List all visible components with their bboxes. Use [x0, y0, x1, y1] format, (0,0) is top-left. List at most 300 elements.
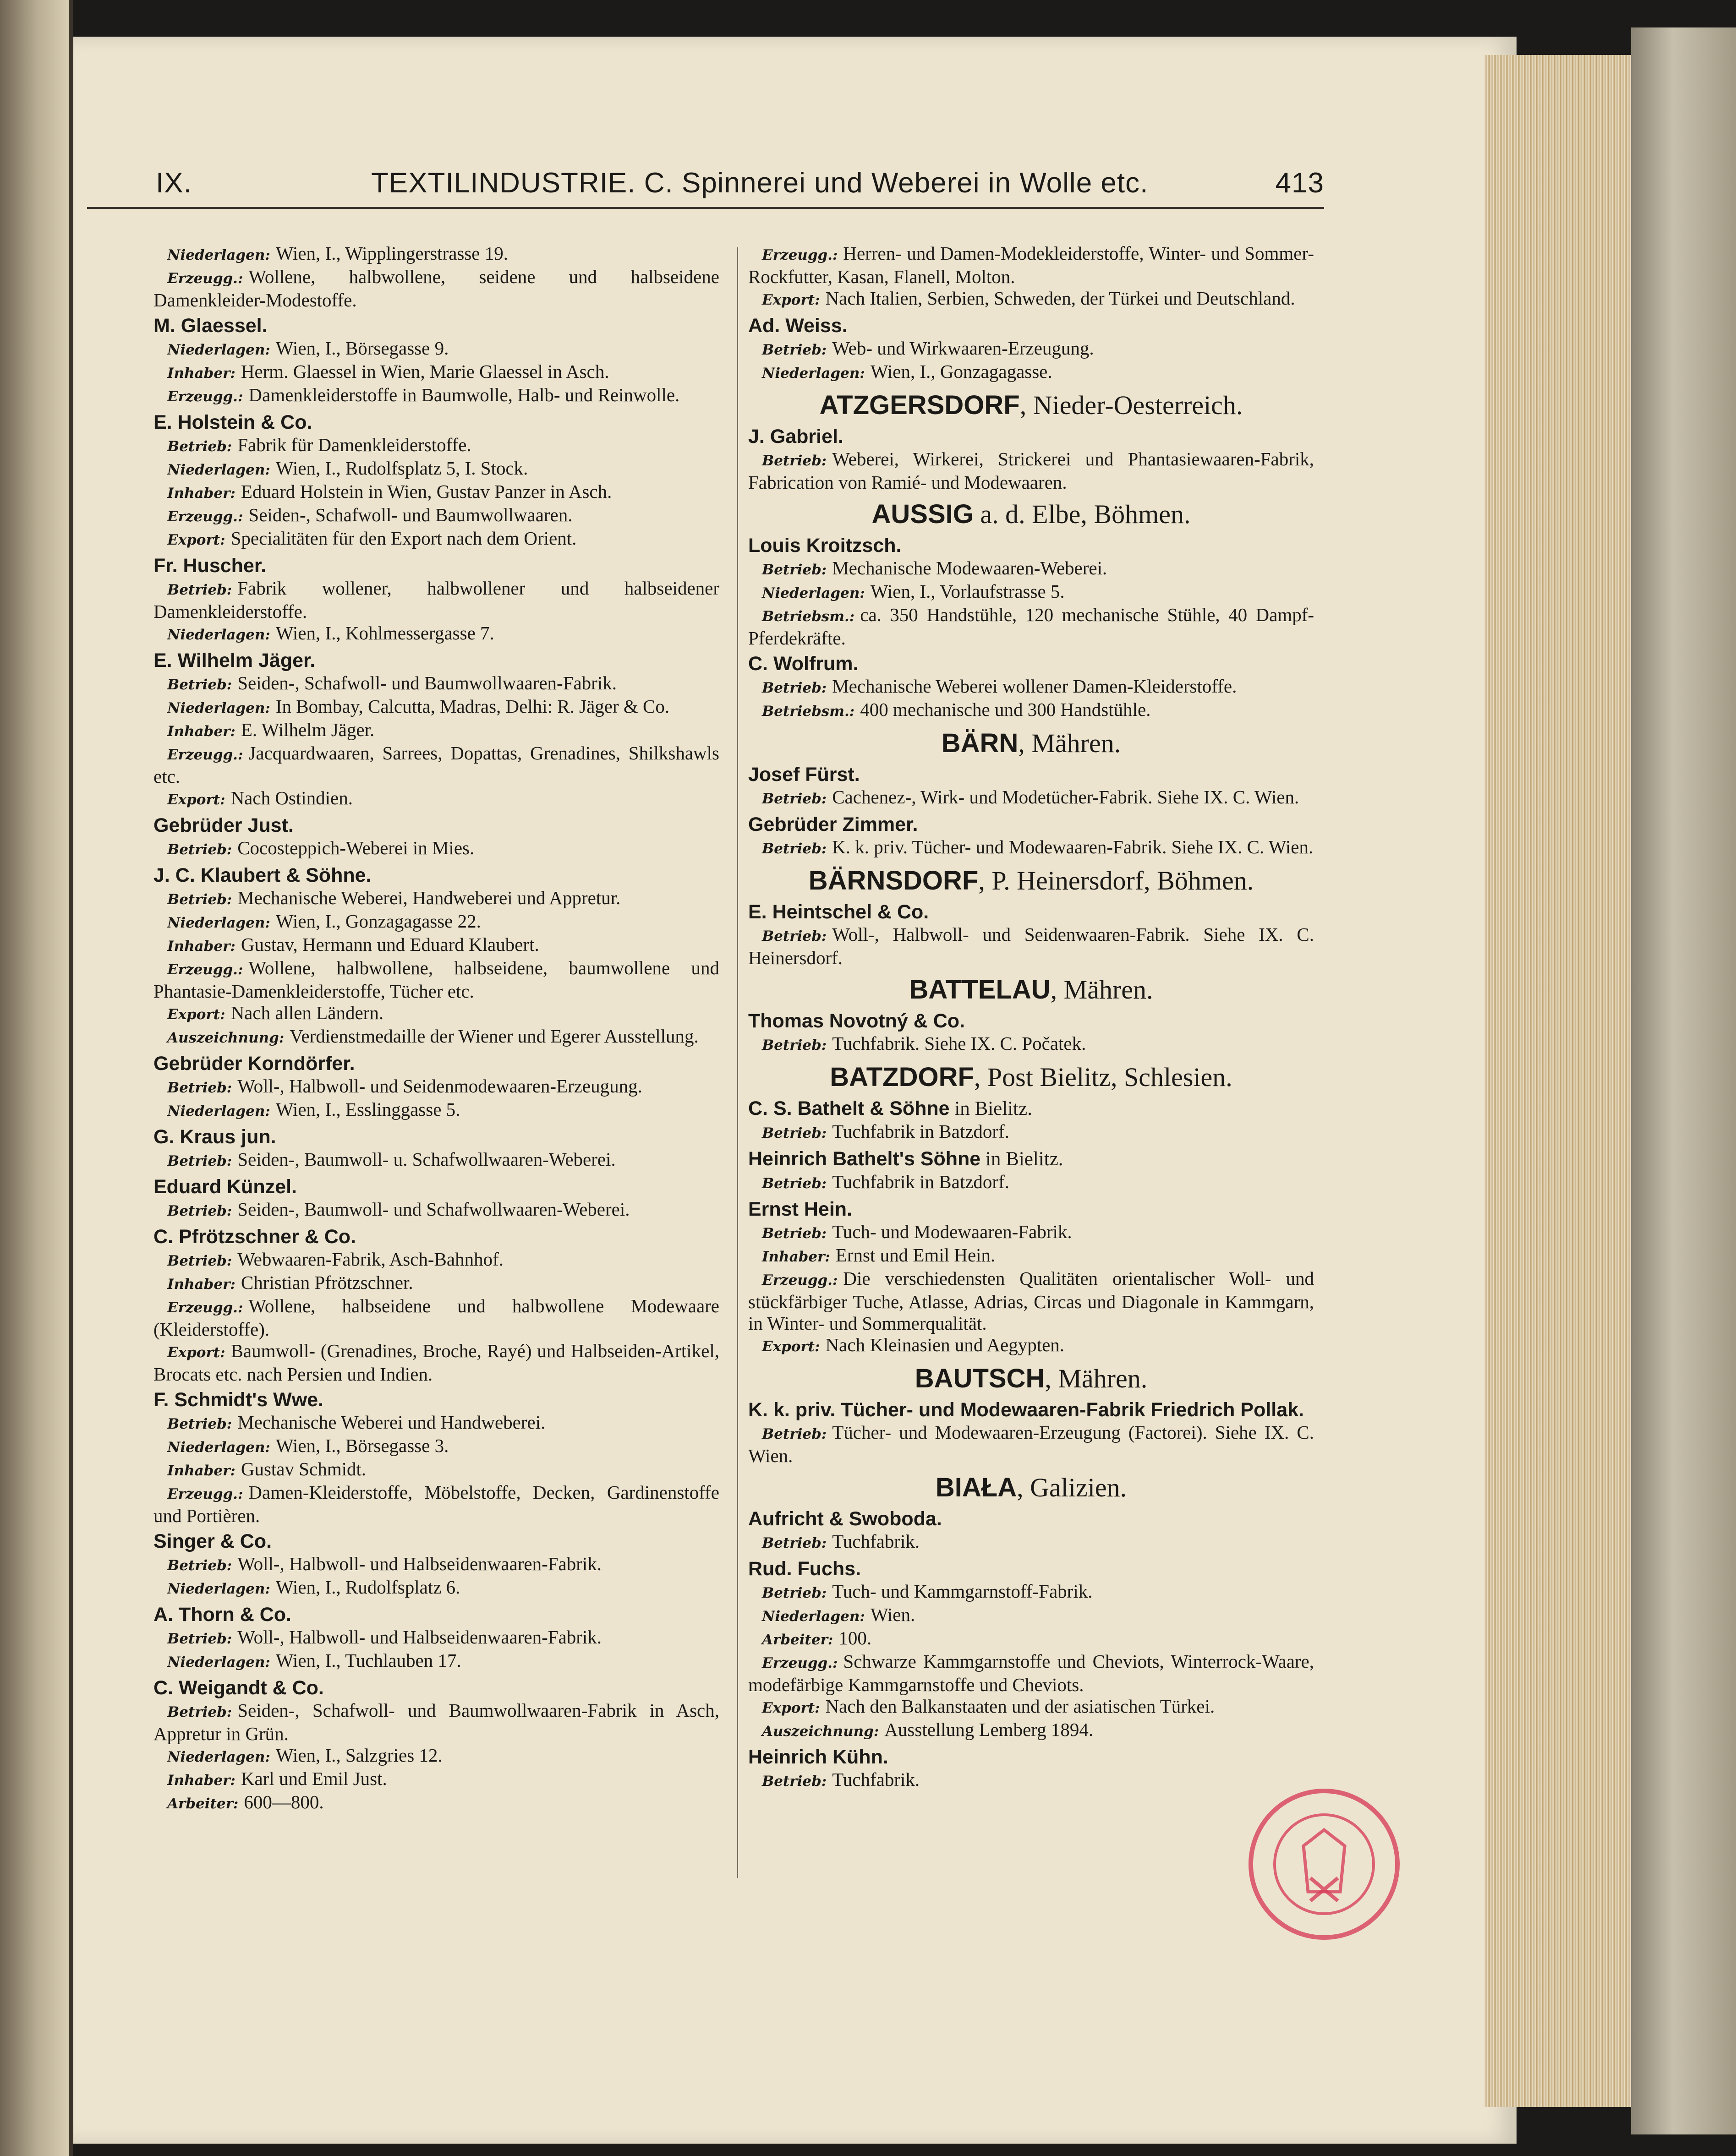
- directory-entry: [153, 1529, 719, 1600]
- company-name: [153, 1225, 719, 1249]
- entry-label: Betrieb:: [167, 1203, 232, 1219]
- entry-label: Export:: [762, 292, 820, 308]
- entry-line: [748, 1627, 1314, 1651]
- entry-text: Woll-, Halbwoll- und Seidenwaaren-Fabrik. Siehe IX. C. Heinersdorf.: [748, 924, 1314, 968]
- entry-text: 400 mechanische und 300 Handstühle.: [860, 699, 1151, 720]
- entry-line: [748, 1121, 1314, 1144]
- company-name-text: K. k. priv. Tücher- und Modewaaren-Fabrik Friedrich Pollak.: [748, 1399, 1304, 1421]
- entry-text: Christian Pfrötzschner.: [241, 1272, 413, 1293]
- company-name-text: Gebrüder Zimmer.: [748, 813, 918, 835]
- archive-stamp: [1246, 1786, 1402, 1942]
- company-name: [153, 649, 719, 672]
- entry-label: Betrieb:: [167, 1631, 232, 1647]
- company-name-text: Fr. Huscher.: [153, 555, 267, 577]
- entry-text: E. Wilhelm Jäger.: [241, 719, 375, 740]
- company-name: [153, 1175, 719, 1199]
- directory-entry: [748, 1362, 1314, 1395]
- entry-line: [748, 1651, 1314, 1696]
- company-name-text: Singer & Co.: [153, 1530, 272, 1552]
- company-name: [748, 314, 1314, 338]
- entry-text: Jacquardwaaren, Sarrees, Dopattas, Grenadines, Shilkshawls etc.: [153, 742, 719, 787]
- entry-line: [748, 361, 1314, 384]
- company-name: [153, 554, 719, 578]
- entry-text: Wollene, halbwollene, seidene und halbseidene Damenkleider-Modestoffe.: [153, 266, 719, 311]
- entry-line: [153, 1650, 719, 1673]
- entry-label: Inhaber:: [167, 1276, 235, 1293]
- entry-line: [153, 911, 719, 934]
- entry-label: Betrieb:: [762, 1037, 827, 1053]
- town-heading: [748, 1061, 1314, 1094]
- entry-line: [153, 1002, 719, 1026]
- entry-line: [748, 1696, 1314, 1719]
- entry-label: Betrieb:: [762, 1426, 827, 1442]
- directory-entry: [153, 1225, 719, 1385]
- entry-label: Inhaber:: [167, 938, 235, 955]
- company-name-text: E. Wilhelm Jäger.: [153, 650, 316, 671]
- entry-label: Betrieb:: [762, 1773, 827, 1790]
- entry-text: Verdienstmedaille der Wiener und Egerer Ausstellung.: [290, 1026, 699, 1047]
- entry-text: Woll-, Halbwoll- und Halbseidenwaaren-Fabrik.: [237, 1553, 602, 1574]
- town-region: a. d. Elbe, Böhmen.: [973, 499, 1191, 529]
- entry-label: Betrieb:: [167, 582, 232, 598]
- entry-line: [153, 719, 719, 742]
- entry-label: Erzeugg.:: [762, 1655, 838, 1671]
- entry-label: Betrieb:: [762, 342, 827, 358]
- entry-text: Tuchfabrik. Siehe IX. C. Počatek.: [832, 1033, 1086, 1054]
- entry-line: [748, 1033, 1314, 1056]
- entry-label: Export:: [167, 532, 225, 548]
- directory-entry: [153, 243, 719, 311]
- company-name-text: C. S. Bathelt & Söhne: [748, 1097, 950, 1119]
- entry-line: [153, 1199, 719, 1222]
- company-name-text: Thomas Novotný & Co.: [748, 1010, 965, 1032]
- company-name: [153, 863, 719, 887]
- company-name: [748, 652, 1314, 676]
- left-page-edge: [0, 0, 73, 2156]
- entry-text: Tuchfabrik.: [832, 1769, 920, 1790]
- directory-entry: [153, 1175, 719, 1222]
- directory-entry: [748, 1471, 1314, 1504]
- company-name-text: Heinrich Kühn.: [748, 1746, 888, 1768]
- entry-text: Ausstellung Lemberg 1894.: [884, 1719, 1094, 1740]
- entry-label: Export:: [762, 1338, 820, 1355]
- entry-line: [153, 361, 719, 384]
- entry-text: Woll-, Halbwoll- und Halbseidenwaaren-Fabrik.: [237, 1627, 602, 1648]
- entry-line: [748, 1422, 1314, 1467]
- company-name-text: Heinrich Bathelt's Söhne: [748, 1148, 981, 1170]
- entry-label: Niederlagen:: [167, 342, 270, 358]
- company-name-text: G. Kraus jun.: [153, 1126, 276, 1148]
- town-name: BÄRN: [941, 728, 1019, 758]
- entry-text: Wien, I., Tuchlauben 17.: [275, 1650, 461, 1671]
- town-name: BAUTSCH: [915, 1364, 1045, 1393]
- entry-label: Erzeugg.:: [167, 270, 243, 287]
- entry-text: Gustav Schmidt.: [241, 1458, 367, 1479]
- entry-line: [748, 924, 1314, 969]
- entry-text: Tuchfabrik.: [832, 1531, 920, 1552]
- entry-line: [748, 1244, 1314, 1268]
- company-name-text: M. Glaessel.: [153, 315, 268, 337]
- entry-line: [748, 288, 1314, 311]
- entry-label: Betrieb:: [167, 841, 232, 858]
- company-name-text: C. Weigandt & Co.: [153, 1677, 324, 1699]
- entry-text: Tücher- und Modewaaren-Erzeugung (Factorei). Siehe IX. C. Wien.: [748, 1422, 1314, 1466]
- entry-text: Wien, I., Wipplingerstrasse 19.: [275, 243, 509, 264]
- town-heading: [748, 1471, 1314, 1504]
- entry-line: [153, 266, 719, 311]
- directory-entry: [748, 1507, 1314, 1554]
- entry-line: [153, 243, 719, 266]
- company-name-text: Ad. Weiss.: [748, 315, 848, 337]
- entry-text: Wien, I., Kohlmessergasse 7.: [275, 622, 494, 644]
- town-heading: [748, 1362, 1314, 1395]
- entry-label: Betrieb:: [167, 1557, 232, 1574]
- directory-entry: [748, 652, 1314, 722]
- header-title: TEXTILINDUSTRIE. C. Spinnerei und Weberei in Wolle etc.: [371, 167, 1149, 199]
- directory-entry: [748, 314, 1314, 384]
- entry-text: Seiden-, Baumwoll- u. Schafwollwaaren-Weberei.: [237, 1149, 616, 1170]
- directory-entry: [748, 1061, 1314, 1094]
- entry-text: Herren- und Damen-Modekleiderstoffe, Winter- und Sommer-Rockfutter, Kasan, Flanell, Molton.: [748, 243, 1314, 287]
- column-divider: [737, 247, 738, 1878]
- entry-text: Web- und Wirkwaaren-Erzeugung.: [832, 338, 1094, 359]
- entry-label: Inhaber:: [762, 1249, 830, 1265]
- directory-entry: [153, 1676, 719, 1815]
- entry-text: Seiden-, Schafwoll- und Baumwollwaaren-Fabrik.: [237, 672, 617, 693]
- entry-label: Erzeugg.:: [167, 747, 243, 763]
- entry-line: [748, 1604, 1314, 1627]
- entry-line: [748, 1531, 1314, 1554]
- company-name: [153, 1052, 719, 1075]
- town-region: , P. Heinersdorf, Böhmen.: [978, 866, 1254, 895]
- entry-line: [153, 1099, 719, 1122]
- entry-text: Mechanische Weberei und Handweberei.: [237, 1412, 546, 1433]
- entry-label: Betrieb:: [762, 1125, 827, 1141]
- entry-line: [153, 578, 719, 622]
- town-heading: [748, 727, 1314, 760]
- entry-line: [748, 1719, 1314, 1742]
- entry-line: [748, 448, 1314, 493]
- entry-label: Niederlagen:: [167, 1749, 270, 1765]
- entry-text: Nach allen Ländern.: [230, 1002, 384, 1023]
- entry-text: Wollene, halbseidene und halbwollene Modewaare (Kleiderstoffe).: [153, 1295, 719, 1340]
- entry-text: Webwaaren-Fabrik, Asch-Bahnhof.: [237, 1249, 504, 1270]
- entry-label: Erzeugg.:: [762, 247, 838, 263]
- company-name: [748, 1097, 1314, 1121]
- directory-entry: [748, 900, 1314, 969]
- town-region: , Mähren.: [1045, 1364, 1148, 1393]
- entry-text: Wien, I., Börsegasse 3.: [275, 1435, 449, 1456]
- entry-label: Niederlagen:: [167, 1103, 270, 1119]
- entry-line: [153, 528, 719, 551]
- entry-line: [748, 1581, 1314, 1604]
- company-name: [153, 1529, 719, 1553]
- entry-label: Niederlagen:: [167, 1654, 270, 1670]
- entry-text: Wien, I., Salzgries 12.: [275, 1745, 443, 1766]
- company-name-text: J. C. Klaubert & Söhne.: [153, 864, 372, 886]
- entry-line: [153, 1482, 719, 1527]
- entry-text: 100.: [838, 1627, 872, 1648]
- entry-line: [153, 1075, 719, 1099]
- entry-label: Betrieb:: [762, 453, 827, 469]
- entry-text: Fabrik für Damenkleiderstoffe.: [237, 434, 471, 455]
- company-name: [748, 1197, 1314, 1221]
- entry-text: In Bombay, Calcutta, Madras, Delhi: R. Jäger & Co.: [275, 696, 670, 717]
- entry-label: Erzeugg.:: [167, 961, 243, 978]
- entry-label: Inhaber:: [167, 723, 235, 740]
- entry-line: [153, 338, 719, 361]
- entry-label: Niederlagen:: [762, 585, 865, 601]
- entry-label: Export:: [167, 1344, 225, 1361]
- entry-label: Erzeugg.:: [167, 1299, 243, 1316]
- town-heading: [748, 498, 1314, 531]
- entry-text: Woll-, Halbwoll- und Seidenmodewaaren-Erzeugung.: [237, 1075, 642, 1097]
- town-heading: [748, 389, 1314, 422]
- entry-text: Wien, I., Vorlaufstrasse 5.: [870, 581, 1065, 602]
- directory-entry: [748, 1398, 1314, 1467]
- entry-text: Weberei, Wirkerei, Strickerei und Phantasiewaaren-Fabrik, Fabrication von Ramié- und Modewaaren.: [748, 448, 1314, 493]
- entry-label: Inhaber:: [167, 1772, 235, 1789]
- entry-label: Arbeiter:: [762, 1632, 833, 1648]
- right-column: [748, 243, 1314, 1792]
- entry-text: Baumwoll- (Grenadines, Broche, Rayé) und Halbseiden-Artikel, Brocats etc. nach Persien und Indien.: [153, 1340, 719, 1385]
- town-name: ATZGERSDORF: [819, 390, 1020, 420]
- entry-text: Nach Italien, Serbien, Schweden, der Türkei und Deutschland.: [825, 288, 1295, 309]
- entry-text: Tuch- und Modewaaren-Fabrik.: [832, 1221, 1072, 1242]
- company-name: [748, 1009, 1314, 1033]
- entry-text: Mechanische Weberei, Handweberei und Appretur.: [237, 887, 621, 908]
- company-name-text: Gebrüder Just.: [153, 814, 294, 836]
- entry-label: Betrieb:: [762, 928, 827, 944]
- entry-text: Seiden-, Baumwoll- und Schafwollwaaren-Weberei.: [237, 1199, 630, 1220]
- company-name-text: Ernst Hein.: [748, 1198, 852, 1220]
- entry-line: [748, 676, 1314, 699]
- entry-line: [153, 1340, 719, 1385]
- entry-text: Nach den Balkanstaaten und der asiatischen Türkei.: [825, 1696, 1215, 1717]
- company-name-text: Gebrüder Korndörfer.: [153, 1053, 355, 1075]
- entry-text: K. k. priv. Tücher- und Modewaaren-Fabrik. Siehe IX. C. Wien.: [832, 836, 1314, 857]
- directory-entry: [153, 1125, 719, 1172]
- entry-text: Wien, I., Gonzagagasse.: [870, 361, 1052, 382]
- entry-line: [153, 957, 719, 1002]
- town-region: , Mähren.: [1050, 975, 1153, 1004]
- entry-label: Niederlagen:: [762, 365, 865, 382]
- company-name: [748, 425, 1314, 448]
- entry-label: Auszeichnung:: [167, 1030, 285, 1046]
- entry-text: ca. 350 Handstühle, 120 mechanische Stühle, 40 Dampf-Pferdekräfte.: [748, 604, 1314, 649]
- entry-label: Betrieb:: [167, 1253, 232, 1269]
- entry-label: Betrieb:: [762, 1585, 827, 1601]
- entry-line: [153, 696, 719, 719]
- entry-label: Betrieb:: [167, 1153, 232, 1169]
- directory-entry: [748, 498, 1314, 531]
- page-number: 413: [1275, 167, 1324, 199]
- company-name-text: C. Wolfrum.: [748, 653, 859, 675]
- entry-label: Niederlagen:: [167, 247, 270, 263]
- directory-entry: [748, 864, 1314, 897]
- entry-label: Niederlagen:: [167, 627, 270, 643]
- entry-line: [153, 837, 719, 861]
- entry-label: Niederlagen:: [167, 1581, 270, 1597]
- directory-entry: [748, 973, 1314, 1006]
- entry-line: [153, 1249, 719, 1272]
- directory-entry: [748, 1147, 1314, 1195]
- entry-line: [153, 1791, 719, 1815]
- entry-text: Wien, I., Rudolfsplatz 5, I. Stock.: [275, 458, 528, 479]
- entry-line: [748, 1334, 1314, 1358]
- town-heading: [748, 864, 1314, 897]
- entry-label: Niederlagen:: [167, 1439, 270, 1456]
- town-region: , Galizien.: [1017, 1473, 1127, 1502]
- entry-line: [748, 338, 1314, 361]
- entry-text: Wien, I., Börsegasse 9.: [275, 338, 449, 359]
- company-name: [748, 813, 1314, 836]
- town-name: BATZDORF: [830, 1062, 974, 1092]
- directory-entry: [153, 649, 719, 811]
- entry-label: Inhaber:: [167, 1463, 235, 1479]
- company-name: [153, 410, 719, 434]
- directory-entry: [153, 863, 719, 1049]
- town-name: BÄRNSDORF: [808, 866, 979, 895]
- town-region: , Post Bielitz, Schlesien.: [974, 1062, 1232, 1092]
- entry-text: Seiden-, Schafwoll- und Baumwollwaaren.: [248, 504, 573, 525]
- company-name-text: Aufricht & Swoboda.: [748, 1508, 942, 1530]
- entry-label: Auszeichnung:: [762, 1723, 879, 1740]
- company-name: [153, 1388, 719, 1412]
- entry-label: Betrieb:: [762, 841, 827, 857]
- entry-text: Wien, I., Gonzagagasse 22.: [275, 911, 481, 932]
- entry-line: [153, 934, 719, 957]
- entry-text: Fabrik wollener, halbwollener und halbseidener Damenkleiderstoffe.: [153, 578, 719, 622]
- entry-text: Tuch- und Kammgarnstoff-Fabrik.: [832, 1581, 1093, 1602]
- directory-entry: [748, 1009, 1314, 1056]
- entry-line: [153, 1412, 719, 1435]
- entry-line: [153, 1700, 719, 1745]
- entry-text: Gustav, Hermann und Eduard Klaubert.: [241, 934, 539, 955]
- entry-label: Betrieb:: [762, 562, 827, 578]
- company-name: [748, 1507, 1314, 1531]
- entry-label: Export:: [167, 1006, 225, 1023]
- entry-text: Herm. Glaessel in Wien, Marie Glaessel in Asch.: [241, 361, 609, 382]
- directory-entry: [748, 1745, 1314, 1792]
- directory-entry: [748, 1097, 1314, 1144]
- directory-entry: [153, 410, 719, 551]
- entry-text: 600—800.: [244, 1791, 324, 1812]
- entry-text: Mechanische Weberei wollener Damen-Kleiderstoffe.: [832, 676, 1237, 697]
- entry-label: Betrieb:: [762, 680, 827, 696]
- entry-label: Betrieb:: [762, 1535, 827, 1551]
- entry-line: [748, 604, 1314, 649]
- section-number: IX.: [156, 167, 192, 199]
- entry-line: [748, 836, 1314, 860]
- directory-entry: [748, 534, 1314, 649]
- entry-label: Erzeugg.:: [762, 1272, 838, 1288]
- entry-label: Arbeiter:: [167, 1796, 239, 1812]
- entry-label: Betrieb:: [167, 438, 232, 455]
- company-name-text: C. Pfrötzschner & Co.: [153, 1226, 356, 1248]
- company-name: [748, 1398, 1314, 1422]
- town-heading: [748, 973, 1314, 1006]
- entry-text: Die verschiedensten Qualitäten orientalischer Woll- und stückfärbiger Tuche, Atlasse, Adrias, Circas und Diagonale in Kammgarn, in Winter- und Sommerqualität.: [748, 1268, 1314, 1334]
- entry-line: [153, 1745, 719, 1768]
- entry-label: Betrieb:: [762, 791, 827, 807]
- entry-label: Betrieb:: [762, 1225, 827, 1242]
- directory-entry: [748, 1197, 1314, 1358]
- directory-entry: [748, 1557, 1314, 1742]
- directory-entry: [153, 1052, 719, 1122]
- entry-line: [153, 1768, 719, 1791]
- entry-line: [153, 504, 719, 528]
- entry-line: [153, 672, 719, 696]
- company-name-text: Eduard Künzel.: [153, 1176, 297, 1198]
- entry-text: Wien, I., Rudolfsplatz 6.: [275, 1577, 460, 1598]
- entry-text: Tuchfabrik in Batzdorf.: [832, 1121, 1009, 1142]
- entry-line: [153, 1627, 719, 1650]
- entry-label: Betrieb:: [167, 1080, 232, 1096]
- book-cover: [1631, 27, 1736, 2134]
- entry-line: [153, 1149, 719, 1172]
- entry-label: Export:: [167, 791, 225, 808]
- directory-entry: [748, 727, 1314, 760]
- entry-line: [153, 1272, 719, 1295]
- company-location: in Bielitz.: [980, 1148, 1063, 1170]
- entry-line: [748, 557, 1314, 581]
- town-name: AUSSIG: [871, 499, 974, 529]
- entry-label: Inhaber:: [167, 485, 235, 502]
- entry-line: [153, 1295, 719, 1340]
- company-name: [153, 813, 719, 837]
- company-name: [748, 900, 1314, 924]
- entry-label: Betriebsm.:: [762, 608, 855, 625]
- entry-line: [748, 1268, 1314, 1334]
- company-name-text: J. Gabriel.: [748, 426, 843, 448]
- entry-text: Mechanische Modewaaren-Weberei.: [832, 557, 1107, 579]
- entry-text: Cachenez-, Wirk- und Modetücher-Fabrik. Siehe IX. C. Wien.: [832, 786, 1299, 808]
- entry-text: Karl und Emil Just.: [241, 1768, 387, 1789]
- company-name: [153, 1603, 719, 1627]
- company-name: [748, 1147, 1314, 1171]
- entry-label: Betrieb:: [167, 1704, 232, 1720]
- entry-line: [153, 1435, 719, 1458]
- entry-text: Specialitäten für den Export nach dem Orient.: [230, 528, 577, 549]
- entry-text: Nach Kleinasien und Aegypten.: [825, 1334, 1065, 1355]
- company-name: [153, 1125, 719, 1149]
- company-name-text: Louis Kroitzsch.: [748, 535, 902, 557]
- entry-label: Niederlagen:: [167, 700, 270, 716]
- entry-line: [748, 699, 1314, 722]
- directory-entry: [153, 554, 719, 646]
- entry-label: Betrieb:: [762, 1175, 827, 1192]
- entry-line: [153, 622, 719, 646]
- entry-text: Damenkleiderstoffe in Baumwolle, Halb- und Reinwolle.: [248, 384, 680, 405]
- entry-text: Damen-Kleiderstoffe, Möbelstoffe, Decken, Gardinenstoffe und Portièren.: [153, 1482, 719, 1526]
- entry-line: [153, 1577, 719, 1600]
- entry-line: [153, 787, 719, 811]
- directory-entry: [748, 425, 1314, 493]
- entry-line: [748, 1769, 1314, 1792]
- entry-label: Erzeugg.:: [167, 1486, 243, 1502]
- company-name-text: E. Heintschel & Co.: [748, 901, 929, 923]
- directory-entry: [153, 314, 719, 408]
- running-header: [87, 165, 1324, 209]
- entry-label: Betrieb:: [167, 677, 232, 693]
- left-column: [153, 243, 719, 1815]
- entry-label: Inhaber:: [167, 365, 235, 382]
- directory-entry: [153, 1603, 719, 1673]
- town-name: BIAŁA: [935, 1473, 1017, 1502]
- entry-line: [153, 1458, 719, 1482]
- entry-line: [153, 481, 719, 504]
